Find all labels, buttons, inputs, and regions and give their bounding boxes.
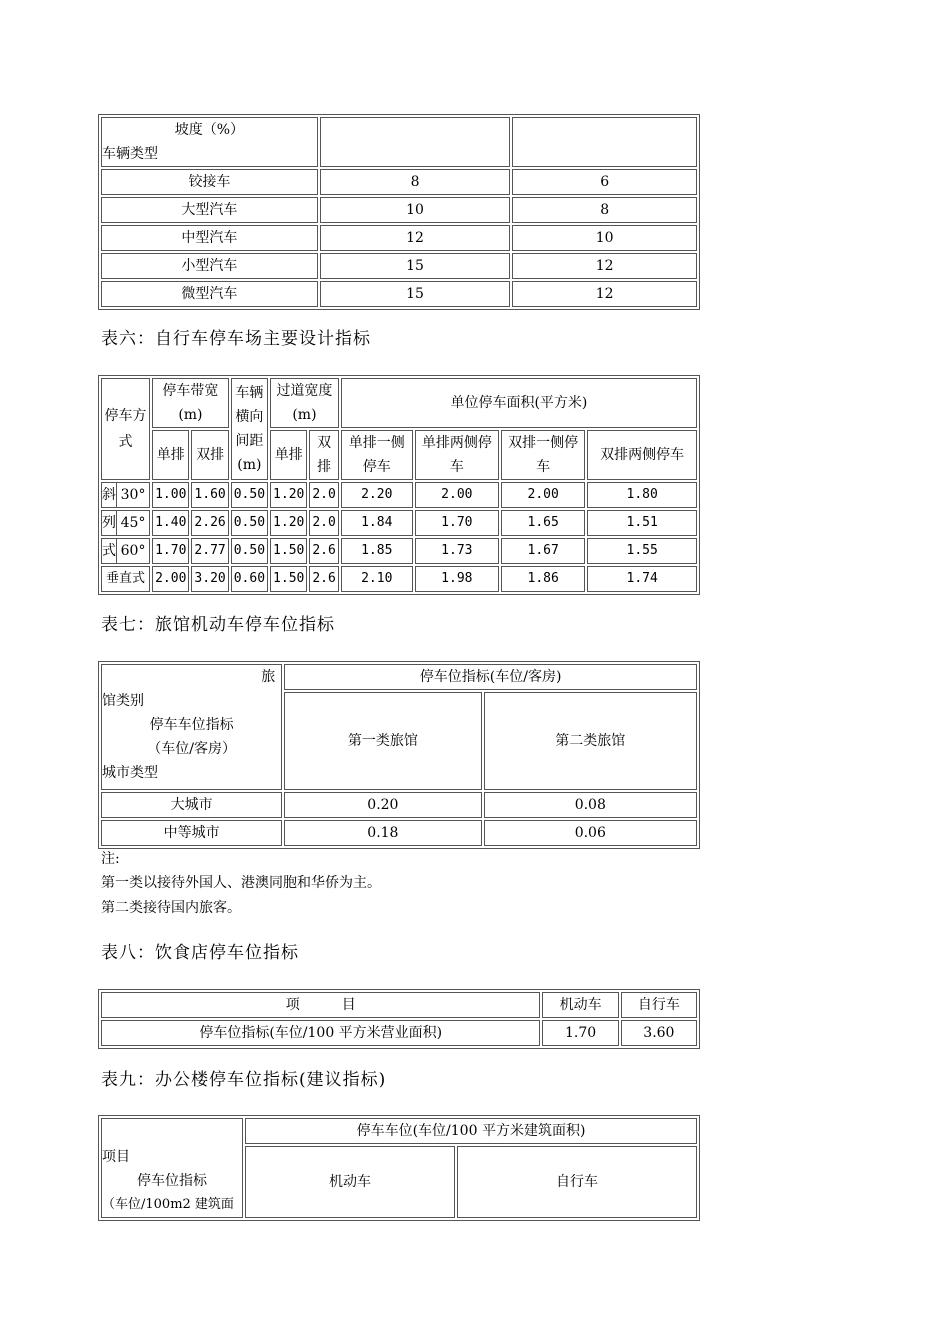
area-3: 1.65 — [501, 510, 585, 536]
table-row — [101, 225, 697, 251]
motor-value: 1.70 — [542, 1020, 618, 1046]
vehicle-type: 中型汽车 — [101, 225, 318, 251]
hdr-line-2: 馆类别 — [102, 693, 144, 709]
hdr-line-2: 停车位指标 — [137, 1173, 207, 1189]
value-a: 0.18 — [284, 820, 481, 846]
band-double: 3.20 — [191, 566, 228, 592]
office-parking-table — [98, 1115, 700, 1221]
office-group-header: 停车车位(车位/100 平方米建筑面积) — [245, 1118, 697, 1144]
value-a: 8 — [320, 169, 511, 195]
heading-table7: 表七：旅馆机动车停车位指标 — [101, 615, 335, 635]
hotel-parking-table — [98, 661, 700, 849]
value-b: 12 — [512, 281, 697, 307]
angle-label: 30° — [120, 487, 146, 503]
hdr-line-5: 城市类型 — [102, 765, 158, 781]
table-row — [101, 566, 697, 592]
note-line: 第二类接待国内旅客。 — [101, 900, 241, 916]
area-2: 2.00 — [415, 482, 499, 508]
row-label: 停车位指标(车位/100 平方米营业面积) — [101, 1020, 540, 1046]
area-3: 1.67 — [501, 538, 585, 564]
header-vehicle-label: 车辆类型 — [102, 146, 158, 162]
header-slope-label: 坡度（%） — [174, 122, 245, 138]
mode-cell — [101, 482, 150, 508]
oblique-label: 列 — [102, 511, 117, 535]
heading-table9: 表九：办公楼停车位指标(建议指标) — [101, 1070, 387, 1090]
value-b: 8 — [512, 197, 697, 223]
hotel-col-2: 第二类旅馆 — [484, 692, 697, 790]
aisle-single: 1.20 — [270, 482, 307, 508]
band-single: 1.40 — [152, 510, 189, 536]
header-area-single-two-side: 单排两侧停车 — [415, 430, 499, 480]
area-3: 1.86 — [501, 566, 585, 592]
header-band-width: 停车带宽(m) — [152, 378, 229, 428]
band-double: 2.26 — [191, 510, 228, 536]
note-line: 注: — [101, 851, 120, 867]
hdr-line-3: （车位/100m2 建筑面 — [102, 1197, 234, 1212]
aisle-single: 1.50 — [270, 538, 307, 564]
header-parking-mode: 停车方式 — [101, 378, 150, 480]
angle-label: 60° — [120, 543, 146, 559]
table-row — [101, 169, 697, 195]
lateral-spacing: 0.60 — [231, 566, 268, 592]
heading-table6: 表六：自行车停车场主要设计指标 — [101, 329, 371, 349]
table-row — [101, 197, 697, 223]
mode-cell — [101, 510, 150, 536]
oblique-label: 式 — [102, 539, 117, 563]
hotel-col-1: 第一类旅馆 — [284, 692, 481, 790]
hotel-group-header: 停车位指标(车位/客房) — [284, 664, 697, 690]
hdr-line-1: 项目 — [102, 1149, 130, 1165]
office-header-cell — [101, 1118, 243, 1218]
value-a: 15 — [320, 253, 511, 279]
mode-cell — [101, 538, 150, 564]
hdr-line-4: （车位/客房） — [147, 741, 236, 757]
band-double: 1.60 — [191, 482, 228, 508]
header-item: 项 目 — [101, 992, 540, 1018]
value-a: 10 — [320, 197, 511, 223]
area-2: 1.70 — [415, 510, 499, 536]
header-single-row: 单排 — [152, 430, 189, 480]
table-row — [101, 538, 697, 564]
lateral-spacing: 0.50 — [231, 510, 268, 536]
angle-label: 45° — [120, 515, 146, 531]
aisle-double: 2.6 — [309, 538, 338, 564]
vehicle-type: 小型汽车 — [101, 253, 318, 279]
band-single: 1.70 — [152, 538, 189, 564]
header-area-double-two-side: 双排两侧停车 — [587, 430, 697, 480]
value-a: 15 — [320, 281, 511, 307]
hdr-line-1: 旅 — [261, 669, 276, 685]
area-2: 1.73 — [415, 538, 499, 564]
area-3: 2.00 — [501, 482, 585, 508]
office-col-motor: 机动车 — [245, 1146, 455, 1218]
table-row — [101, 253, 697, 279]
header-aisle-double: 双排 — [309, 430, 338, 480]
gradient-table — [98, 114, 700, 310]
band-single: 2.00 — [152, 566, 189, 592]
table-row — [101, 1020, 697, 1046]
area-4: 1.55 — [587, 538, 697, 564]
aisle-double: 2.0 — [309, 510, 338, 536]
area-1: 2.10 — [341, 566, 413, 592]
band-double: 2.77 — [191, 538, 228, 564]
header-bike: 自行车 — [621, 992, 697, 1018]
bike-value: 3.60 — [621, 1020, 697, 1046]
value-a: 0.20 — [284, 792, 481, 818]
area-2: 1.98 — [415, 566, 499, 592]
header-empty-cell — [512, 117, 697, 167]
vehicle-type: 微型汽车 — [101, 281, 318, 307]
hotel-header-cell — [101, 664, 282, 790]
header-area-double-one-side: 双排一侧停车 — [501, 430, 585, 480]
heading-table8: 表八：饮食店停车位指标 — [101, 943, 299, 963]
vehicle-type: 铰接车 — [101, 169, 318, 195]
header-double-row: 双排 — [191, 430, 228, 480]
aisle-double: 2.6 — [309, 566, 338, 592]
table-row — [101, 820, 697, 846]
lateral-spacing: 0.50 — [231, 538, 268, 564]
table-row — [101, 792, 697, 818]
header-aisle-single: 单排 — [270, 430, 307, 480]
note-line: 第一类以接待外国人、港澳同胞和华侨为主。 — [101, 875, 381, 891]
bicycle-parking-table — [98, 375, 700, 595]
aisle-single: 1.20 — [270, 510, 307, 536]
restaurant-parking-table — [98, 989, 700, 1049]
vehicle-type: 大型汽车 — [101, 197, 318, 223]
band-single: 1.00 — [152, 482, 189, 508]
value-b: 0.06 — [484, 820, 697, 846]
value-b: 12 — [512, 253, 697, 279]
header-unit-area: 单位停车面积(平方米) — [341, 378, 697, 428]
table-row — [101, 281, 697, 307]
area-4: 1.74 — [587, 566, 697, 592]
area-1: 1.85 — [341, 538, 413, 564]
header-area-single-one-side: 单排一侧停车 — [341, 430, 413, 480]
table-row — [101, 482, 697, 508]
value-b: 6 — [512, 169, 697, 195]
lateral-spacing: 0.50 — [231, 482, 268, 508]
area-4: 1.80 — [587, 482, 697, 508]
aisle-double: 2.0 — [309, 482, 338, 508]
area-1: 1.84 — [341, 510, 413, 536]
hdr-line-3: 停车车位指标 — [149, 717, 234, 733]
header-empty-cell — [320, 117, 511, 167]
header-aisle-width: 过道宽度(m) — [270, 378, 339, 428]
header-motor: 机动车 — [542, 992, 618, 1018]
aisle-single: 1.50 — [270, 566, 307, 592]
oblique-label: 斜 — [102, 483, 117, 507]
area-4: 1.51 — [587, 510, 697, 536]
area-1: 2.20 — [341, 482, 413, 508]
value-b: 0.08 — [484, 792, 697, 818]
mode-cell: 垂直式 — [101, 566, 150, 592]
office-col-bike: 自行车 — [457, 1146, 697, 1218]
header-lateral-spacing: 车辆横向间距(m) — [231, 378, 268, 480]
value-a: 12 — [320, 225, 511, 251]
city-type: 中等城市 — [101, 820, 282, 846]
gradient-header-cell — [101, 117, 318, 167]
value-b: 10 — [512, 225, 697, 251]
table-row — [101, 510, 697, 536]
city-type: 大城市 — [101, 792, 282, 818]
